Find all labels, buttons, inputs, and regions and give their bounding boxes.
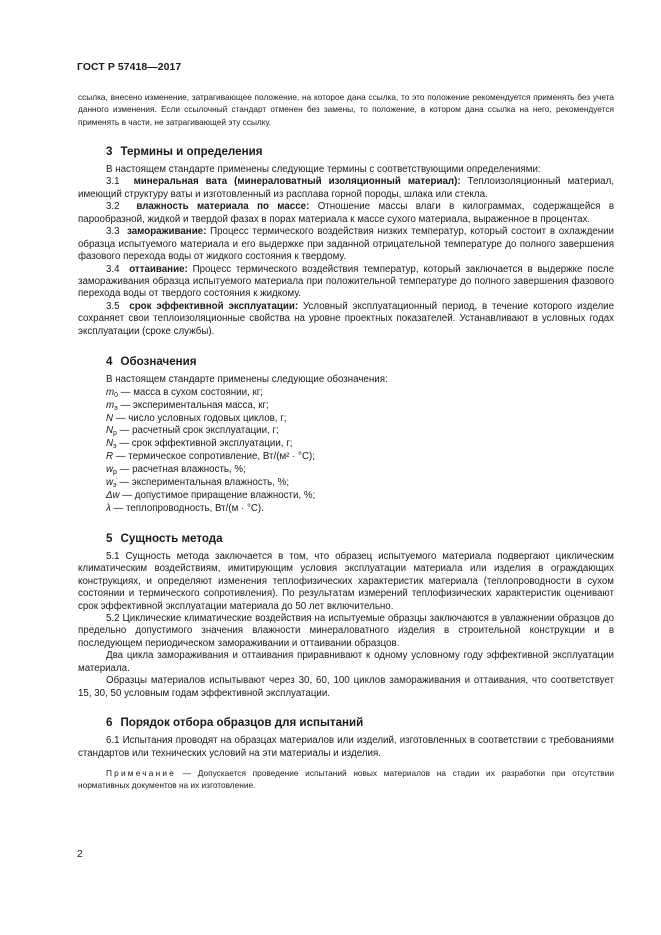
symbol-subscript: 0 — [114, 391, 119, 399]
list-item — [106, 438, 614, 451]
symbols-list — [78, 387, 614, 516]
term-definition: Процесс термического воздействия температур, который заключается в выдержке после замораживания образца испытуемого материала при положительной температуре до полного завершения фазового перехода воды от твердого состояния к жидкому. — [78, 263, 614, 300]
list-item — [106, 425, 614, 438]
symbol: m — [106, 386, 115, 398]
symbol-subscript: р — [113, 469, 117, 477]
term-3-4 — [78, 264, 614, 301]
section-5-number: 5 — [106, 531, 113, 545]
list-item — [106, 413, 614, 426]
term-definition: Процесс термического воздействия низких температур, который состоит в охлаждении образца испытуемого материала и его выдержке при заданной отрицательной температуре до полного завершения фазового перехода воды от жидкого состояния к твердому. — [78, 226, 615, 263]
term-name: минеральная вата (минераловатный изоляционный материал): — [133, 176, 461, 188]
intro-paragraph: ссылка, внесено изменение, затрагивающее положение, на которое дана ссылка, то это положение рекомендуется применять без учета данного изменения. Если ссылочный стандарт отменен без замены, то положение, в котором дана ссылка на него, рекомендуется применять в части, не затрагивающей эту ссылку. — [78, 92, 614, 127]
section-4-intro: В настоящем стандарте применены следующие обозначения: — [106, 374, 388, 386]
term-3-1 — [78, 176, 614, 201]
symbol: Δw — [106, 489, 120, 501]
paragraph-5-2: 5.2 Циклические климатические воздействия на испытуемые образцы заключаются в увлажнении образцов до предельно допустимого значения влажности минераловатного изделия в строительной конструкции и в последующем периодическом замораживании и оттаивании образцов. — [78, 613, 614, 649]
term-definition: Отношение массы влаги в килограммах, содержащейся в парообразной, жидкой и твердой фазах в порах материала к массе сухого материала, выраженное в процентах. — [78, 201, 615, 225]
section-3-title: Термины и определения — [120, 144, 263, 158]
symbol: N — [106, 438, 114, 450]
term-definition: Условный эксплуатационный период, в течение которого изделие сохраняет свои теплоизоляционные свойства на уровне проектных показателей. Устанавливают в условных годах эксплуатации (сроке службы). — [78, 300, 615, 337]
term-name: срок эффективной эксплуатации: — [129, 300, 299, 312]
paragraph-5-2-samples: Образцы материалов испытывают через 30, 60, 100 циклов замораживания и оттаивания, что соответствует 15, 30, 50 условным годам эффективной эксплуатации. — [78, 675, 614, 699]
document-body — [78, 91, 614, 792]
section-4-title: Обозначения — [120, 355, 197, 369]
symbol-subscript: э — [114, 404, 118, 412]
section-3-heading — [78, 145, 614, 159]
list-item — [106, 490, 614, 503]
note-text: — Допускается проведение испытаний новых материалов на стадии их разработки при отсутствии нормативных документов на их изготовление. — [78, 768, 614, 791]
symbol-description: — экспериментальная масса, кг; — [117, 399, 269, 411]
page-number: 2 — [77, 848, 83, 860]
term-3-5 — [78, 301, 614, 338]
symbol-description: — расчетный срок эксплуатации, г; — [116, 425, 279, 437]
symbol: w — [106, 464, 114, 476]
list-item — [106, 400, 614, 413]
paragraph-5-2-cycles: Два цикла замораживания и оттаивания приравнивают к одному условному году эффективной эксплуатации материала. — [78, 650, 614, 674]
list-item — [106, 477, 614, 490]
note-label: Примечание — [106, 768, 177, 779]
symbol-description: — срок эффективной эксплуатации, г; — [116, 438, 293, 450]
term-definition: Теплоизоляционный материал, имеющий структуру ваты и изготовленный из расплава горной породы, шлака или стекла. — [78, 176, 614, 200]
term-name: оттаивание: — [129, 263, 188, 275]
symbol-description: — расчетная влажность, %; — [116, 464, 246, 476]
standard-header: ГОСТ Р 57418—2017 — [77, 62, 182, 73]
symbol-description: — термическое сопротивление, Вт/(м² · °С); — [113, 451, 315, 463]
term-number: 3.4 — [106, 263, 120, 275]
section-5-title: Сущность метода — [120, 531, 223, 545]
symbol: λ — [106, 502, 111, 514]
list-item — [106, 387, 614, 400]
section-3-intro: В настоящем стандарте применены следующие термины с соответствующими определениями: — [106, 163, 541, 175]
term-number: 3.2 — [106, 201, 120, 213]
term-number: 3.1 — [106, 176, 120, 188]
list-item — [106, 464, 614, 477]
section-6-heading — [78, 716, 614, 730]
symbol-subscript: э — [113, 443, 117, 451]
section-6-title: Порядок отбора образцов для испытаний — [120, 716, 364, 730]
term-name: влажность материала по массе: — [136, 201, 310, 213]
term-number: 3.5 — [106, 300, 120, 312]
term-number: 3.3 — [106, 226, 120, 238]
term-3-3 — [78, 226, 614, 263]
symbol-description: — масса в сухом состоянии, кг; — [118, 386, 264, 398]
note — [78, 767, 614, 792]
symbol: R — [106, 451, 114, 463]
symbol-description: — теплопроводность, Вт/(м · °С). — [110, 502, 264, 514]
symbol-description: — допустимое приращение влажности, %; — [119, 489, 316, 501]
symbol: N — [106, 412, 114, 424]
section-4-heading — [78, 355, 614, 369]
symbol-description: — число условных годовых циклов, г; — [113, 412, 287, 424]
section-3-number: 3 — [106, 144, 113, 158]
term-name: замораживание: — [127, 226, 207, 238]
symbol-description: — экспериментальная влажность, %; — [116, 477, 290, 489]
section-4-number: 4 — [106, 355, 113, 369]
section-5-heading — [78, 532, 614, 546]
section-6-number: 6 — [106, 716, 113, 730]
list-item — [106, 503, 614, 516]
list-item — [106, 451, 614, 464]
symbol-subscript: э — [113, 482, 117, 490]
paragraph-5-1: 5.1 Сущность метода заключается в том, что образец испытуемого материала подвергают циклическим климатическим воздействиям, имитирующим условия эксплуатации материала или изделия в ограждающих конструкциях, и определяют изменения теплофизических характеристик материала (теплопроводности в сухом состоянии и термического сопротивления). По результатам измерений теплофизических характеристик оценивают срок эффективной эксплуатации материала до 50 лет включительно. — [78, 550, 614, 612]
paragraph-6-1: 6.1 Испытания проводят на образцах материалов или изделий, изготовленных в соответствии с требованиями стандартов или технических условий на эти материалы и изделия. — [78, 735, 614, 759]
symbol: w — [106, 477, 114, 489]
symbol-subscript: р — [113, 430, 117, 438]
symbol: m — [106, 399, 115, 411]
symbol: N — [106, 425, 114, 437]
term-3-2 — [78, 201, 614, 226]
